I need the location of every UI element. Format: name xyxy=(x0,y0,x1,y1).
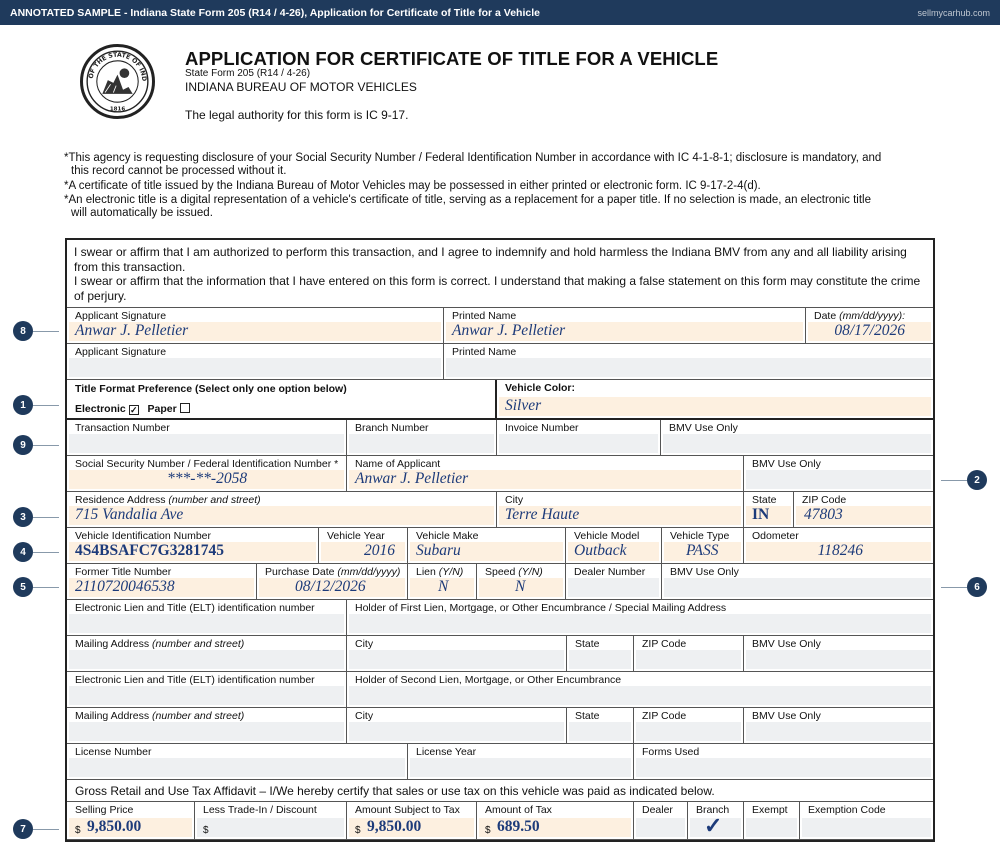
form-number: State Form 205 (R14 / 4-26) xyxy=(185,68,311,79)
notice-electronic: *An electronic title is a digital representation of a vehicle's certificate of title, serving as a replacement for a paper title. If no selection is made, an electronic title will automatically be issued. xyxy=(64,194,871,219)
notice-certificate: *A certificate of title issued by the Indiana Bureau of Motor Vehicles may be possessed in either printed or electronic form. IC 9-17-2-4(d). xyxy=(64,180,761,192)
purchase-date[interactable]: Purchase Date (mm/dd/yyyy) 08/12/2026 xyxy=(257,564,408,600)
zip-field[interactable]: ZIP Code 47803 xyxy=(794,492,933,528)
form-frame xyxy=(65,238,935,842)
bmv-use-only-2: BMV Use Only xyxy=(744,456,933,492)
annotation-marker-8: 8 xyxy=(13,321,33,341)
former-title-number[interactable]: Former Title Number 2110720046538 xyxy=(67,564,257,600)
vehicle-make[interactable]: Vehicle Make Subaru xyxy=(408,528,566,564)
printed-name-1[interactable]: Printed Name Anwar J. Pelletier xyxy=(444,308,806,344)
bureau-name: INDIANA BUREAU OF MOTOR VEHICLES xyxy=(185,80,417,94)
dealer-field[interactable]: Dealer xyxy=(634,802,688,840)
amount-subject-value: 9,850.00 xyxy=(367,818,422,835)
branch-number[interactable]: Branch Number xyxy=(347,420,497,456)
vin-field[interactable]: Vehicle Identification Number 4S4BSAFC7G3281745 xyxy=(67,528,319,564)
amount-tax-value: 689.50 xyxy=(497,818,540,835)
odometer-field[interactable]: Odometer 118246 xyxy=(744,528,933,564)
applicant-signature-2[interactable]: Applicant Signature xyxy=(67,344,444,380)
legal-authority: The legal authority for this form is IC 9-17. xyxy=(185,108,409,122)
odometer-value: 118246 xyxy=(817,542,863,559)
license-number[interactable]: License Number xyxy=(67,744,408,780)
annotation-marker-2: 2 xyxy=(967,470,987,490)
branch-field[interactable]: Branch ✓ xyxy=(688,802,744,840)
speed-field[interactable]: Speed (Y/N) N xyxy=(477,564,566,600)
amount-subject-to-tax[interactable]: Amount Subject to Tax $ 9,850.00 xyxy=(347,802,477,840)
invoice-number[interactable]: Invoice Number xyxy=(497,420,661,456)
lien-value: N xyxy=(438,578,449,595)
annotation-marker-7: 7 xyxy=(13,819,33,839)
annotation-marker-5: 5 xyxy=(13,577,33,597)
annotation-marker-3: 3 xyxy=(13,507,33,527)
banner-site: sellmycarhub.com xyxy=(917,7,990,18)
printed-name-value: Anwar J. Pelletier xyxy=(452,322,566,339)
tax-affidavit: Gross Retail and Use Tax Affidavit – I/We hereby certify that sales or use tax on this vehicle was paid as indicated below. xyxy=(67,780,933,802)
annotation-marker-1: 1 xyxy=(13,395,33,415)
purchase-date-value: 08/12/2026 xyxy=(295,578,366,595)
make-value: Subaru xyxy=(416,542,461,559)
second-lien-holder[interactable]: Holder of Second Lien, Mortgage, or Other Encumbrance xyxy=(347,672,933,708)
top-banner xyxy=(0,0,1000,25)
vehicle-type[interactable]: Vehicle Type PASS xyxy=(662,528,744,564)
transaction-number[interactable]: Transaction Number xyxy=(67,420,347,456)
seal-text: OF THE STATE OF IND xyxy=(87,51,148,82)
mailing-zip-1[interactable]: ZIP Code xyxy=(634,636,744,672)
residence-address[interactable]: Residence Address (number and street) 715 Vandalia Ave xyxy=(67,492,497,528)
affirmation-block: I swear or affirm that I am authorized to perform this transaction, and I agree to indemnify and hold harmless the Indiana BMV from any and all liability arising from this transaction. I swear or affirm that the information that I have entered on this form is correct. I understand that making a false statement on this form may constitute the crime of perjury. xyxy=(67,240,933,308)
annotation-marker-4: 4 xyxy=(13,542,33,562)
mailing-city-2[interactable]: City xyxy=(347,708,567,744)
branch-check-icon: ✓ xyxy=(704,813,723,838)
state-value: IN xyxy=(752,506,770,523)
vehicle-color-value: Silver xyxy=(505,397,542,414)
elt-id-2[interactable]: Electronic Lien and Title (ELT) identification number xyxy=(67,672,347,708)
exempt-field[interactable]: Exempt xyxy=(744,802,800,840)
name-of-applicant[interactable]: Name of Applicant Anwar J. Pelletier xyxy=(347,456,744,492)
selling-price-value: 9,850.00 xyxy=(87,818,142,835)
bmv-use-only-5: BMV Use Only xyxy=(744,708,933,744)
zip-value: 47803 xyxy=(804,506,843,523)
mailing-city-1[interactable]: City xyxy=(347,636,567,672)
title-format-preference: Title Format Preference (Select only one option below) Electronic ✓ Paper xyxy=(67,380,497,420)
exemption-code[interactable]: Exemption Code xyxy=(800,802,933,840)
applicant-name-value: Anwar J. Pelletier xyxy=(355,470,469,487)
bmv-use-only-1: BMV Use Only xyxy=(661,420,933,456)
license-year[interactable]: License Year xyxy=(408,744,634,780)
address-value: 715 Vandalia Ave xyxy=(75,506,184,523)
date-field[interactable]: Date (mm/dd/yyyy): 08/17/2026 xyxy=(806,308,933,344)
first-lien-holder[interactable]: Holder of First Lien, Mortgage, or Other Encumbrance / Special Mailing Address xyxy=(347,600,933,636)
dealer-number[interactable]: Dealer Number xyxy=(566,564,662,600)
paper-checkbox[interactable] xyxy=(180,403,190,413)
former-title-value: 2110720046538 xyxy=(75,578,175,595)
model-value: Outback xyxy=(574,542,627,559)
type-value: PASS xyxy=(686,542,719,559)
electronic-checkbox[interactable]: ✓ xyxy=(130,405,138,415)
lien-field[interactable]: Lien (Y/N) N xyxy=(408,564,477,600)
date-value: 08/17/2026 xyxy=(834,322,905,339)
state-seal-icon xyxy=(80,44,155,119)
signature-value: Anwar J. Pelletier xyxy=(75,322,189,339)
seal-year: 1816 xyxy=(109,106,126,113)
vin-value: 4S4BSAFC7G3281745 xyxy=(75,542,224,559)
city-field[interactable]: City Terre Haute xyxy=(497,492,744,528)
trade-in-discount[interactable]: Less Trade-In / Discount $ xyxy=(195,802,347,840)
vehicle-year[interactable]: Vehicle Year 2016 xyxy=(319,528,408,564)
forms-used[interactable]: Forms Used xyxy=(634,744,933,780)
printed-name-2[interactable]: Printed Name xyxy=(444,344,933,380)
mailing-address-1[interactable]: Mailing Address (number and street) xyxy=(67,636,347,672)
year-value: 2016 xyxy=(364,542,395,559)
elt-id-1[interactable]: Electronic Lien and Title (ELT) identification number xyxy=(67,600,347,636)
selling-price[interactable]: Selling Price $ 9,850.00 xyxy=(67,802,195,840)
bmv-use-only-4: BMV Use Only xyxy=(744,636,933,672)
vehicle-color[interactable]: Vehicle Color: Silver xyxy=(497,380,933,420)
state-field[interactable]: State IN xyxy=(744,492,794,528)
ssn-field[interactable]: Social Security Number / Federal Identification Number * ***-**-2058 xyxy=(67,456,347,492)
city-value: Terre Haute xyxy=(505,506,580,523)
amount-of-tax[interactable]: Amount of Tax $ 689.50 xyxy=(477,802,634,840)
ssn-value: ***-**-2058 xyxy=(167,470,248,487)
applicant-signature-1[interactable]: Applicant Signature Anwar J. Pelletier xyxy=(67,308,444,344)
notice-ssn: *This agency is requesting disclosure of your Social Security Number / Federal Identification Number in accordance with IC 4-1-8-1; disclosure is mandatory, and this record cannot be processed without it. xyxy=(64,152,882,177)
mailing-address-2[interactable]: Mailing Address (number and street) xyxy=(67,708,347,744)
banner-title: ANNOTATED SAMPLE - Indiana State Form 205 (R14 / 4-26), Application for Certificate of Title for a Vehicle xyxy=(10,6,540,19)
vehicle-model[interactable]: Vehicle Model Outback xyxy=(566,528,662,564)
bmv-use-only-3: BMV Use Only xyxy=(662,564,933,600)
annotation-marker-9: 9 xyxy=(13,435,33,455)
annotation-marker-6: 6 xyxy=(967,577,987,597)
mailing-zip-2[interactable]: ZIP Code xyxy=(634,708,744,744)
mailing-state-1[interactable]: State xyxy=(567,636,634,672)
form-title: APPLICATION FOR CERTIFICATE OF TITLE FOR A VEHICLE xyxy=(185,48,719,69)
speed-value: N xyxy=(515,578,526,595)
mailing-state-2[interactable]: State xyxy=(567,708,634,744)
